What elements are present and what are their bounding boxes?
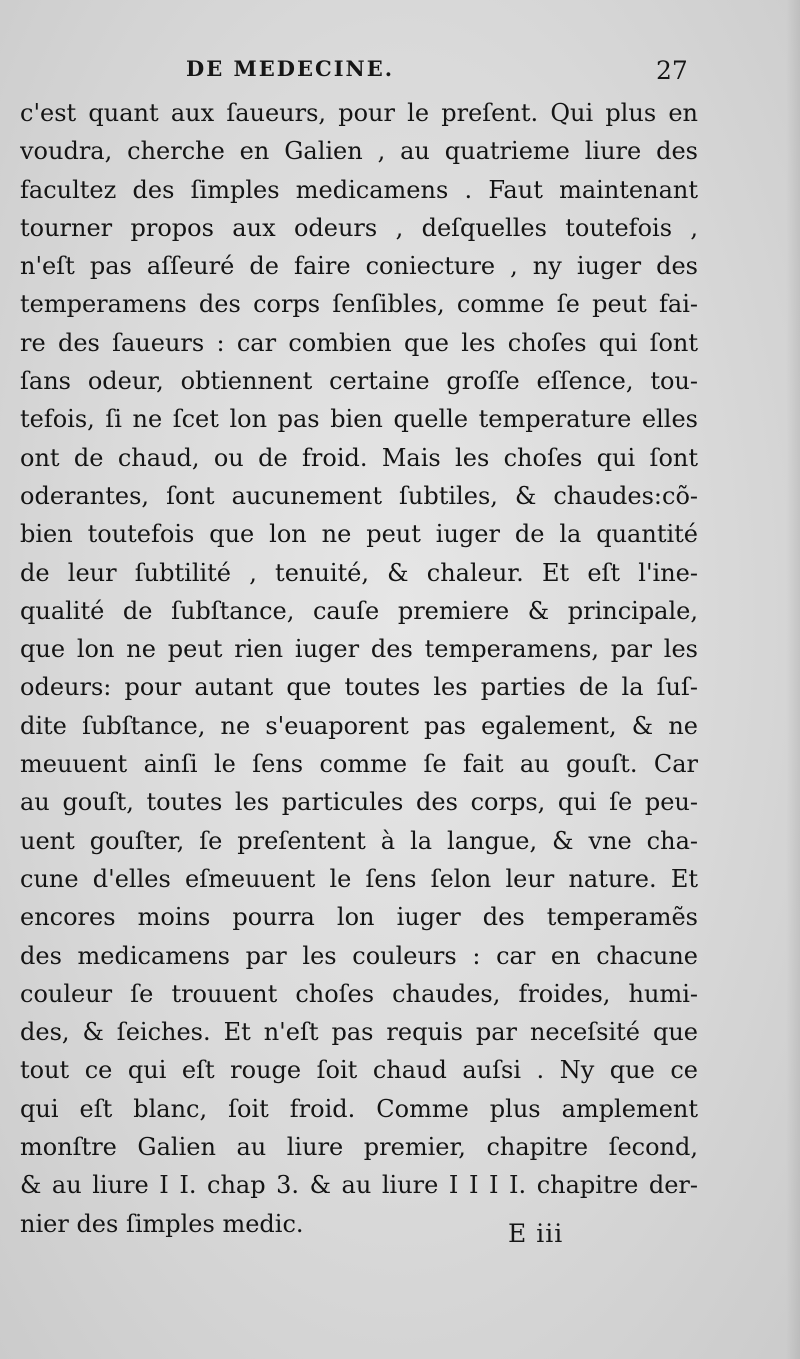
text-line: meuuent ainſi le ſens comme ſe fait au gouſt. Car (20, 750, 698, 779)
text-line: ont de chaud, ou de froid. Mais les choſes qui ſont (20, 443, 698, 472)
text-line: que lon ne peut rien iuger des temperamens, par les (20, 635, 698, 664)
text-line: dite ſubſtance, ne s'euaporent pas egalement, & ne (20, 711, 698, 740)
page-edge-shadow (786, 0, 800, 1359)
text-line: c'est quant aux ſaueurs, pour le preſent. Qui plus en (20, 99, 698, 127)
text-line: voudra, cherche en Galien , au quatrieme liure des (20, 137, 698, 166)
text-line: ſans odeur, obtiennent certaine groſſe eſſence, tou- (20, 367, 698, 396)
text-line: temperamens des corps ſenſibles, comme ſe peut fai- (20, 290, 698, 319)
text-line: des medicamens par les couleurs : car en chacune (20, 941, 698, 970)
text-line: facultez des ſimples medicamens . Faut maintenant (20, 175, 698, 204)
text-line: de leur ſubtilité , tenuité, & chaleur. Et eſt l'ine- (20, 558, 698, 587)
text-line: n'eſt pas aſſeuré de faire coniecture , ny iuger des (20, 252, 698, 281)
text-line: qui eſt blanc, ſoit froid. Comme plus amplement (20, 1094, 698, 1123)
text-line: encores moins pourra lon iuger des temperamẽs (20, 903, 698, 932)
running-head: DE MEDECINE. (186, 56, 395, 81)
text-line: uent gouſter, ſe preſentent à la langue, & vne cha- (20, 826, 698, 855)
body-text (20, 94, 698, 1243)
text-line: bien toutefois que lon ne peut iuger de la quantité (20, 520, 698, 549)
text-line: tefois, ſi ne ſcet lon pas bien quelle temperature elles (20, 405, 698, 434)
text-line: monſtre Galien au liure premier, chapitre ſecond, (20, 1133, 698, 1162)
text-line: des, & ſeiches. Et n'eſt pas requis par neceſsité que (20, 1018, 698, 1047)
text-line: re des ſaueurs : car combien que les choſes qui ſont (20, 328, 698, 357)
text-line: & au liure I I. chap 3. & au liure I I I I. chapitre der- (20, 1171, 698, 1200)
text-line: au gouſt, toutes les particules des corps, qui ſe peu- (20, 788, 698, 817)
signature-mark: E iii (508, 1219, 564, 1248)
text-line: nier des ſimples medic. (20, 1209, 304, 1238)
text-line: tourner propos aux odeurs , deſquelles toutefois , (20, 213, 698, 242)
text-line: qualité de ſubſtance, cauſe premiere & principale, (20, 596, 698, 625)
text-line: oderantes, ſont aucunement ſubtiles, & chaudes:cõ- (20, 481, 698, 510)
text-line: cune d'elles eſmeuuent le ſens ſelon leur nature. Et (20, 864, 698, 893)
text-line: odeurs: pour autant que toutes les parties de la ſuſ- (20, 673, 698, 702)
page-number: 27 (656, 56, 688, 85)
text-line: tout ce qui eſt rouge ſoit chaud auſsi . Ny que ce (20, 1056, 698, 1085)
text-line: couleur ſe trouuent choſes chaudes, froides, humi- (20, 979, 698, 1008)
